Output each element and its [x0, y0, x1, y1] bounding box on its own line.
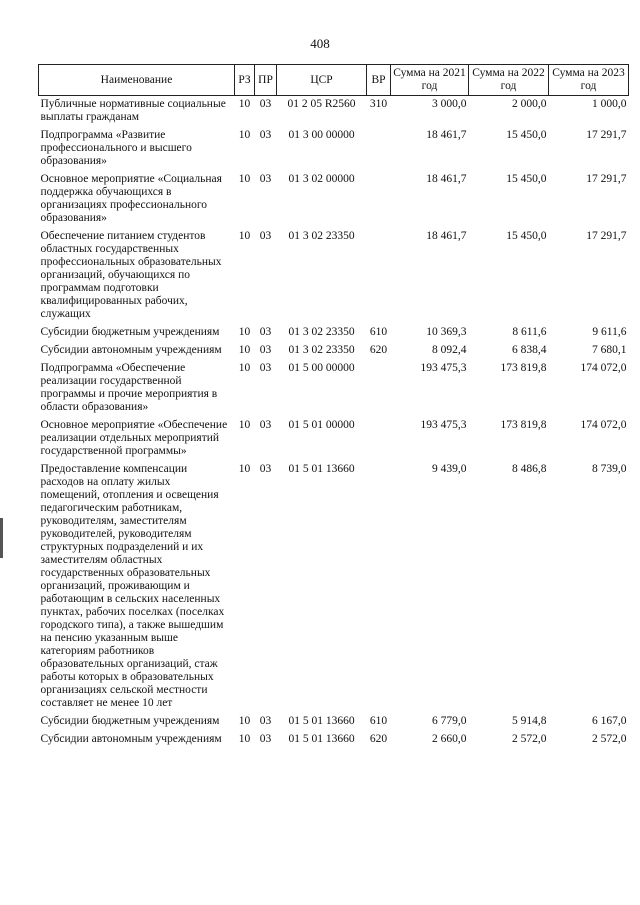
- row-pr: 03: [259, 733, 272, 745]
- row-name: Субсидии бюджетным учреждениям: [40, 715, 220, 727]
- row-sum-2021: 8 092,4: [432, 344, 467, 356]
- row-sum-2022: 173 819,8: [500, 419, 547, 431]
- row-pr: 03: [259, 230, 272, 242]
- row-csr: 01 5 01 00000: [288, 419, 355, 431]
- table-row: [39, 731, 629, 749]
- row-rz: 10: [238, 98, 251, 110]
- row-sum-2023: 1 000,0: [592, 98, 627, 110]
- row-sum-2023: 2 572,0: [592, 733, 627, 745]
- row-rz: 10: [238, 173, 251, 185]
- row-csr: 01 3 02 23350: [288, 326, 355, 338]
- header-rz: РЗ: [235, 65, 255, 96]
- row-name: Основное мероприятие «Обеспечение реализации отдельных мероприятий государственной программы»: [40, 419, 228, 457]
- budget-table-container: [38, 64, 628, 749]
- row-name: Предоставление компенсации расходов на оплату жилых помещений, отопления и освещения педагогическим работникам, руководителям, заместителям руководителей, руководителям структурных подразделений и их заместителям областных государственных образовательных организаций, проживающим и работающим в сельских населенных пунктах, рабочих поселках (поселках городского типа), а также вышедшим на пенсию указанным выше категориям работников образовательных организаций, стаж работы которых в образовательных организациях сельской местности составляет не менее 10 лет: [40, 463, 225, 709]
- row-sum-2022: 15 450,0: [506, 230, 547, 242]
- table-row: [39, 127, 629, 171]
- row-vr: 310: [369, 98, 388, 110]
- row-csr: 01 5 01 13660: [288, 715, 355, 727]
- row-rz: 10: [238, 230, 251, 242]
- row-vr: 620: [369, 733, 388, 745]
- table-row: [39, 713, 629, 731]
- row-name: Публичные нормативные социальные выплаты гражданам: [40, 98, 226, 123]
- row-sum-2023: 17 291,7: [586, 129, 627, 141]
- row-csr: 01 5 00 00000: [288, 362, 355, 374]
- row-sum-2022: 15 450,0: [506, 129, 547, 141]
- row-sum-2022: 5 914,8: [512, 715, 547, 727]
- row-pr: 03: [259, 344, 272, 356]
- row-sum-2021: 193 475,3: [420, 419, 467, 431]
- row-rz: 10: [238, 344, 251, 356]
- row-sum-2021: 18 461,7: [426, 230, 467, 242]
- row-name: Подпрограмма «Обеспечение реализации государственной программы и прочие мероприятия в области образования»: [40, 362, 218, 413]
- row-vr: 610: [369, 715, 388, 727]
- row-vr: 620: [369, 344, 388, 356]
- row-sum-2023: 7 680,1: [592, 344, 627, 356]
- row-pr: 03: [259, 326, 272, 338]
- budget-table: [38, 64, 629, 749]
- row-sum-2023: 17 291,7: [586, 230, 627, 242]
- row-sum-2022: 8 486,8: [512, 463, 547, 475]
- row-vr: [367, 228, 391, 324]
- row-sum-2021: 6 779,0: [432, 715, 467, 727]
- row-rz: 10: [238, 419, 251, 431]
- table-row: [39, 461, 629, 713]
- row-csr: 01 2 05 R2560: [287, 98, 356, 110]
- row-sum-2021: 3 000,0: [432, 98, 467, 110]
- row-rz: 10: [238, 715, 251, 727]
- table-row: [39, 324, 629, 342]
- row-sum-2022: 6 838,4: [512, 344, 547, 356]
- row-vr: 610: [369, 326, 388, 338]
- table-row: [39, 360, 629, 417]
- row-pr: 03: [259, 129, 272, 141]
- row-name: Обеспечение питанием студентов областных государственных профессиональных образовательных организаций, обучающихся по программам подготовки квалифицированных рабочих, служащих: [40, 230, 222, 320]
- row-sum-2023: 17 291,7: [586, 173, 627, 185]
- row-csr: 01 5 01 13660: [288, 733, 355, 745]
- row-rz: 10: [238, 733, 251, 745]
- row-sum-2021: 18 461,7: [426, 129, 467, 141]
- row-rz: 10: [238, 463, 251, 475]
- row-csr: 01 3 00 00000: [288, 129, 355, 141]
- header-name: Наименование: [39, 65, 235, 96]
- header-sum-2021: Сумма на 2021 год: [391, 65, 469, 96]
- row-sum-2022: 8 611,6: [512, 326, 547, 338]
- row-rz: 10: [238, 326, 251, 338]
- row-name: Субсидии автономным учреждениям: [40, 733, 222, 745]
- row-pr: 03: [259, 362, 272, 374]
- row-vr: [367, 461, 391, 713]
- table-row: [39, 342, 629, 360]
- row-name: Субсидии бюджетным учреждениям: [40, 326, 220, 338]
- row-csr: 01 3 02 23350: [288, 344, 355, 356]
- row-sum-2021: 193 475,3: [420, 362, 467, 374]
- row-sum-2022: 15 450,0: [506, 173, 547, 185]
- row-rz: 10: [238, 362, 251, 374]
- row-rz: 10: [238, 129, 251, 141]
- row-pr: 03: [259, 173, 272, 185]
- row-sum-2022: 2 572,0: [512, 733, 547, 745]
- row-sum-2023: 9 611,6: [592, 326, 627, 338]
- row-sum-2023: 8 739,0: [592, 463, 627, 475]
- table-row: [39, 96, 629, 128]
- row-vr: [367, 171, 391, 228]
- row-sum-2022: 173 819,8: [500, 362, 547, 374]
- row-pr: 03: [259, 419, 272, 431]
- row-csr: 01 3 02 23350: [288, 230, 355, 242]
- row-vr: [367, 360, 391, 417]
- row-sum-2021: 10 369,3: [426, 326, 467, 338]
- row-sum-2021: 2 660,0: [432, 733, 467, 745]
- header-csr: ЦСР: [277, 65, 367, 96]
- row-sum-2023: 6 167,0: [592, 715, 627, 727]
- row-name: Субсидии автономным учреждениям: [40, 344, 222, 356]
- table-row: [39, 171, 629, 228]
- row-name: Подпрограмма «Развитие профессионального и высшего образования»: [40, 129, 192, 167]
- row-csr: 01 3 02 00000: [288, 173, 355, 185]
- page-number: 408: [310, 36, 330, 51]
- row-sum-2021: 18 461,7: [426, 173, 467, 185]
- header-sum-2022: Сумма на 2022 год: [469, 65, 549, 96]
- header-sum-2023: Сумма на 2023 год: [549, 65, 629, 96]
- row-name: Основное мероприятие «Социальная поддержка обучающихся в организациях профессионального образования»: [40, 173, 222, 224]
- scan-margin-mark: [0, 518, 3, 558]
- table-row: [39, 417, 629, 461]
- row-pr: 03: [259, 463, 272, 475]
- row-pr: 03: [259, 98, 272, 110]
- row-pr: 03: [259, 715, 272, 727]
- header-vr: ВР: [367, 65, 391, 96]
- row-vr: [367, 127, 391, 171]
- row-csr: 01 5 01 13660: [288, 463, 355, 475]
- row-sum-2023: 174 072,0: [580, 362, 627, 374]
- row-sum-2023: 174 072,0: [580, 419, 627, 431]
- row-sum-2022: 2 000,0: [512, 98, 547, 110]
- table-header-row: [39, 65, 629, 96]
- header-pr: ПР: [255, 65, 277, 96]
- table-row: [39, 228, 629, 324]
- row-vr: [367, 417, 391, 461]
- row-sum-2021: 9 439,0: [432, 463, 467, 475]
